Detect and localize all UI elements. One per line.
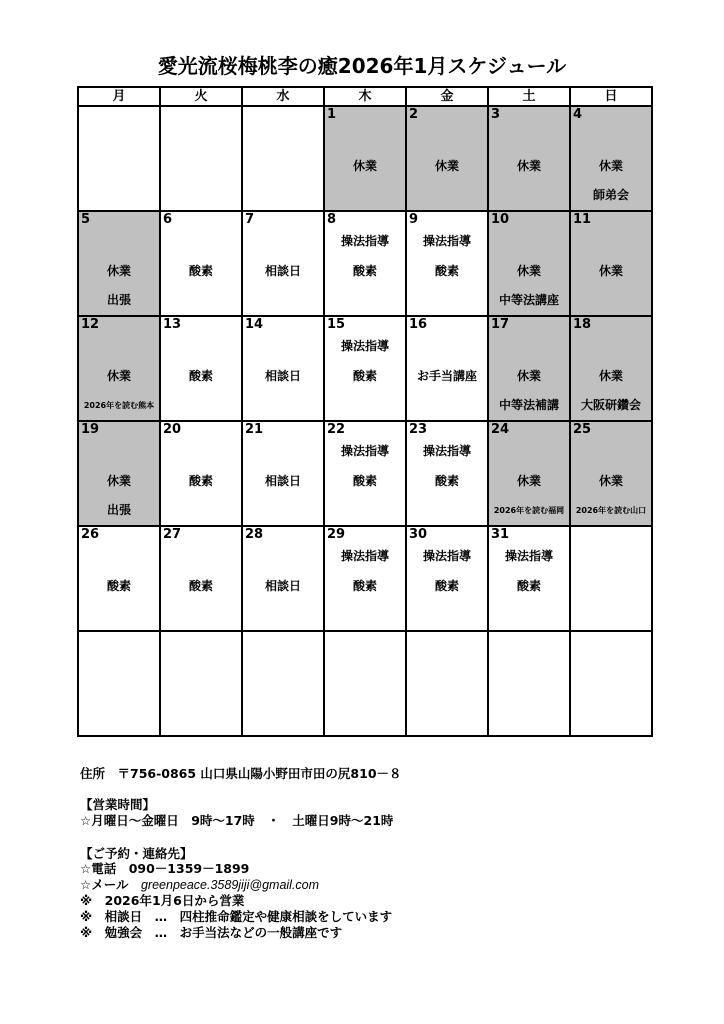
calendar-day-cell — [570, 526, 652, 631]
calendar-day-cell — [324, 211, 406, 316]
cell-line-2: お手当講座 — [416, 369, 477, 383]
cell-line-3: 2026年を読む福岡 — [493, 506, 565, 515]
day-number: 2 — [409, 107, 419, 122]
cell-line-2: 相談日 — [264, 474, 301, 488]
day-number: 18 — [573, 317, 592, 332]
calendar-day-cell — [78, 526, 160, 631]
cell-line-2: 酸素 — [352, 579, 377, 593]
day-number: 10 — [491, 212, 510, 227]
cell-line-1: 操法指導 — [340, 234, 389, 248]
cell-line-2: 酸素 — [352, 369, 377, 383]
calendar-day-cell — [78, 211, 160, 316]
page-title: 愛光流桜梅桃李の癒2026年1月スケジュール — [157, 54, 567, 78]
calendar-day-cell — [488, 106, 570, 211]
phone-line: ☆電話 090－1359－1899 — [80, 861, 250, 876]
note-consultation: ※ 相談日 … 四柱推命鑑定や健康相談をしています — [80, 909, 393, 924]
weekday-sat: 土 — [488, 87, 570, 106]
calendar-day-cell — [160, 631, 242, 736]
day-number: 8 — [327, 212, 337, 227]
cell-line-2: 相談日 — [264, 579, 301, 593]
calendar-day-cell — [488, 211, 570, 316]
calendar-day-cell — [160, 421, 242, 526]
cell-line-2: 休業 — [516, 159, 541, 173]
weekday-sun: 日 — [570, 87, 652, 106]
cell-line-2: 休業 — [106, 264, 131, 278]
cell-line-2: 相談日 — [264, 264, 301, 278]
cell-line-2: 酸素 — [188, 474, 213, 488]
contact-heading: 【ご予約・連絡先】 — [80, 846, 193, 861]
cell-line-3: 出張 — [106, 503, 131, 517]
mail-label: ☆メール — [80, 877, 141, 892]
week-row — [78, 421, 652, 526]
calendar-day-cell — [570, 631, 652, 736]
day-number: 17 — [491, 317, 510, 332]
calendar-day-cell — [324, 631, 406, 736]
cell-line-1: 操法指導 — [340, 444, 389, 458]
day-number: 7 — [245, 212, 255, 227]
calendar-day-cell — [242, 316, 324, 421]
cell-line-3: 2026年を読む熊本 — [83, 401, 155, 410]
day-number: 29 — [327, 527, 346, 542]
weekday-mon: 月 — [78, 87, 160, 106]
cell-line-3: 師弟会 — [592, 188, 629, 202]
calendar-day-cell — [488, 316, 570, 421]
cell-line-2: 休業 — [598, 474, 623, 488]
day-number: 23 — [409, 422, 428, 437]
weekday-header-row — [78, 87, 652, 106]
cell-line-2: 酸素 — [434, 579, 459, 593]
calendar-day-cell — [160, 316, 242, 421]
note-study: ※ 勉強会 … お手当法などの一般講座です — [80, 925, 343, 940]
cell-line-3: 中等法補講 — [498, 398, 559, 412]
cell-line-1: 操法指導 — [340, 339, 389, 353]
day-number: 21 — [245, 422, 264, 437]
cell-line-1: 操法指導 — [340, 549, 389, 563]
weekday-thu: 木 — [324, 87, 406, 106]
calendar-day-cell — [160, 106, 242, 211]
calendar-day-cell — [78, 316, 160, 421]
cell-line-2: 休業 — [598, 369, 623, 383]
cell-line-2: 酸素 — [434, 264, 459, 278]
calendar-day-cell — [488, 631, 570, 736]
calendar-day-cell — [406, 316, 488, 421]
cell-line-2: 酸素 — [188, 579, 213, 593]
calendar-day-cell — [406, 526, 488, 631]
cell-line-1: 操法指導 — [422, 444, 471, 458]
day-number: 16 — [409, 317, 428, 332]
note-open-date: ※ 2026年1月6日から営業 — [80, 893, 245, 908]
calendar-day-cell — [324, 316, 406, 421]
calendar-day-cell — [406, 421, 488, 526]
calendar-day-cell — [570, 211, 652, 316]
mail-address: greenpeace.3589jiji@gmail.com — [140, 878, 320, 892]
day-number: 4 — [573, 107, 583, 122]
cell-line-2: 休業 — [516, 369, 541, 383]
day-number: 3 — [491, 107, 501, 122]
calendar-day-cell — [570, 106, 652, 211]
cell-line-3: 大阪研鑽会 — [580, 398, 641, 412]
hours-heading: 【営業時間】 — [80, 797, 156, 812]
week-row — [78, 211, 652, 316]
day-number: 9 — [409, 212, 419, 227]
week-row — [78, 631, 652, 736]
week-row — [78, 316, 652, 421]
cell-line-2: 酸素 — [352, 474, 377, 488]
cell-line-2: 休業 — [598, 159, 623, 173]
weekday-fri: 金 — [406, 87, 488, 106]
cell-line-2: 酸素 — [188, 369, 213, 383]
calendar-day-cell — [488, 421, 570, 526]
cell-line-2: 休業 — [516, 264, 541, 278]
cell-line-1: 操法指導 — [422, 234, 471, 248]
day-number: 26 — [81, 527, 100, 542]
calendar-day-cell — [242, 211, 324, 316]
address-line: 住所 〒756-0865 山口県山陽小野田市田の尻810－８ — [80, 766, 402, 781]
calendar-day-cell — [570, 316, 652, 421]
cell-line-3: 2026年を読む山口 — [575, 506, 647, 515]
calendar-day-cell — [406, 211, 488, 316]
calendar-day-cell — [570, 421, 652, 526]
calendar-day-cell — [488, 526, 570, 631]
cell-line-2: 休業 — [106, 369, 131, 383]
day-number: 19 — [81, 422, 100, 437]
day-number: 13 — [163, 317, 182, 332]
cell-line-2: 休業 — [106, 474, 131, 488]
calendar-day-cell — [242, 106, 324, 211]
day-number: 24 — [491, 422, 510, 437]
cell-line-2: 休業 — [516, 474, 541, 488]
day-number: 28 — [245, 527, 264, 542]
day-number: 11 — [573, 212, 592, 227]
day-number: 25 — [573, 422, 592, 437]
cell-line-2: 休業 — [352, 159, 377, 173]
calendar-day-cell — [160, 526, 242, 631]
cell-line-2: 酸素 — [516, 579, 541, 593]
calendar-day-cell — [242, 421, 324, 526]
cell-line-2: 休業 — [434, 159, 459, 173]
calendar-day-cell — [78, 421, 160, 526]
day-number: 22 — [327, 422, 346, 437]
calendar-day-cell — [160, 211, 242, 316]
cell-line-2: 酸素 — [352, 264, 377, 278]
day-number: 5 — [81, 212, 91, 227]
calendar-table — [77, 86, 653, 737]
mail-line — [80, 877, 319, 893]
cell-line-3: 出張 — [106, 293, 131, 307]
weekday-tue: 火 — [160, 87, 242, 106]
day-number: 1 — [327, 107, 337, 122]
day-number: 20 — [163, 422, 182, 437]
cell-line-2: 相談日 — [264, 369, 301, 383]
day-number: 31 — [491, 527, 510, 542]
calendar-day-cell — [78, 106, 160, 211]
day-number: 12 — [81, 317, 100, 332]
weekday-wed: 水 — [242, 87, 324, 106]
day-number: 15 — [327, 317, 346, 332]
cell-line-1: 操法指導 — [504, 549, 553, 563]
calendar-day-cell — [406, 106, 488, 211]
cell-line-1: 操法指導 — [422, 549, 471, 563]
cell-line-2: 酸素 — [188, 264, 213, 278]
week-row — [78, 526, 652, 631]
cell-line-2: 酸素 — [106, 579, 131, 593]
cell-line-3: 中等法講座 — [498, 293, 559, 307]
calendar-day-cell — [324, 106, 406, 211]
calendar-day-cell — [324, 526, 406, 631]
day-number: 27 — [163, 527, 182, 542]
calendar-day-cell — [242, 526, 324, 631]
week-row — [78, 106, 652, 211]
day-number: 6 — [163, 212, 173, 227]
calendar-day-cell — [406, 631, 488, 736]
calendar-day-cell — [324, 421, 406, 526]
cell-line-2: 酸素 — [434, 474, 459, 488]
cell-line-2: 休業 — [598, 264, 623, 278]
calendar-day-cell — [242, 631, 324, 736]
hours-line: ☆月曜日～金曜日 9時～17時 ・ 土曜日9時～21時 — [80, 813, 394, 828]
calendar-day-cell — [78, 631, 160, 736]
day-number: 14 — [245, 317, 264, 332]
day-number: 30 — [409, 527, 428, 542]
